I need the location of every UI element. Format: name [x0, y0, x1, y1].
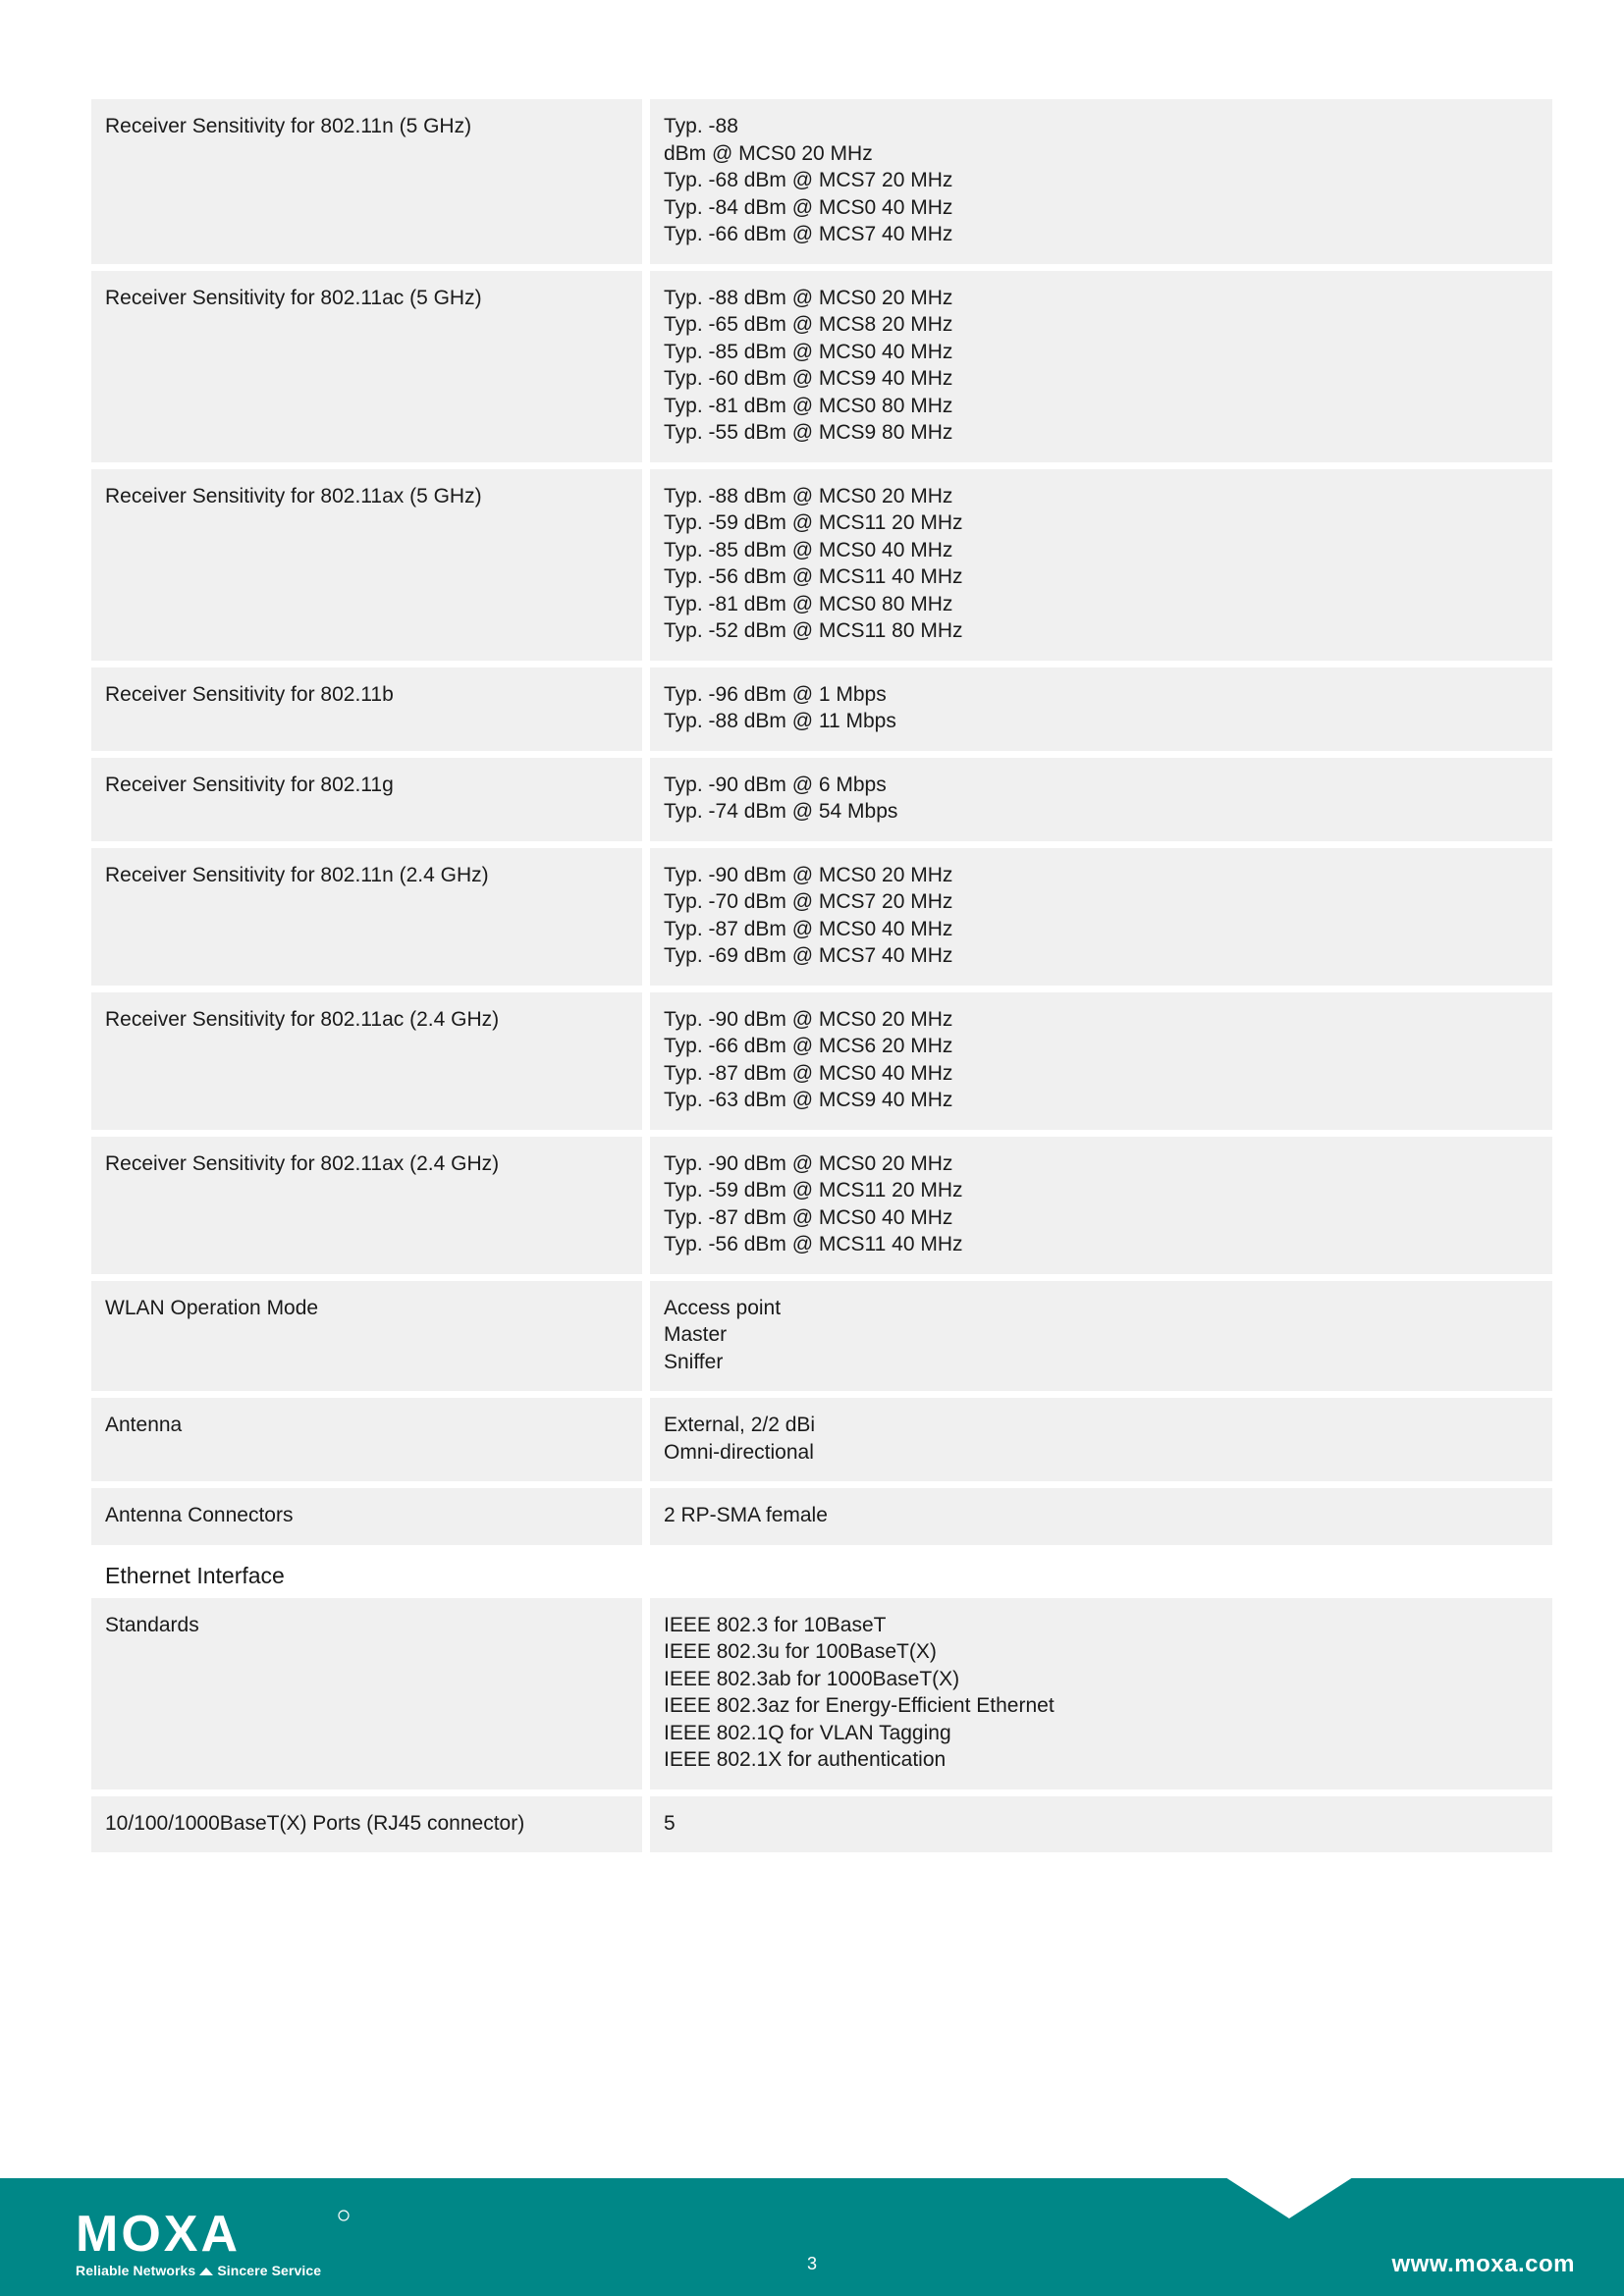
- page-number: 3: [806, 2254, 817, 2273]
- spec-value-line: Typ. -81 dBm @ MCS0 80 MHz: [664, 592, 953, 615]
- spec-value-line: Typ. -74 dBm @ 54 Mbps: [664, 800, 898, 823]
- spec-value-line: Typ. -68 dBm @ MCS7 20 MHz: [664, 169, 953, 191]
- spec-value-line: Typ. -70 dBm @ MCS7 20 MHz: [664, 890, 953, 913]
- spec-value-line: Typ. -87 dBm @ MCS0 40 MHz: [664, 917, 953, 940]
- spec-value-line: IEEE 802.3 for 10BaseT: [664, 1613, 887, 1636]
- spec-label: Receiver Sensitivity for 802.11ac (5 GHz): [91, 271, 642, 462]
- spec-value-line: Typ. -81 dBm @ MCS0 80 MHz: [664, 394, 953, 417]
- spec-value: [650, 758, 1552, 841]
- spec-value-line: Typ. -60 dBm @ MCS9 40 MHz: [664, 367, 953, 390]
- ethernet-spec-rows: [91, 1598, 1552, 1853]
- wireless-spec-rows: [91, 99, 1552, 1545]
- spec-label: Receiver Sensitivity for 802.11ax (2.4 GHz): [91, 1137, 642, 1274]
- spec-label: Standards: [91, 1598, 642, 1789]
- spec-value: [650, 1398, 1552, 1481]
- spec-value-line: Access point: [664, 1296, 782, 1319]
- spec-label: Antenna: [91, 1398, 642, 1481]
- spec-value-line: Typ. -66 dBm @ MCS6 20 MHz: [664, 1035, 953, 1057]
- spec-value-line: Typ. -69 dBm @ MCS7 40 MHz: [664, 944, 953, 967]
- spec-value-line: Typ. -90 dBm @ MCS0 20 MHz: [664, 1007, 953, 1031]
- spec-value-line: Typ. -66 dBm @ MCS7 40 MHz: [664, 223, 953, 245]
- moxa-logo: [76, 2208, 351, 2288]
- moxa-logo-wordmark: [76, 2208, 351, 2259]
- spec-value-line: Typ. -88: [664, 115, 738, 137]
- website-link[interactable]: www.moxa.com: [1391, 2251, 1575, 2277]
- tagline-right: Sincere Service: [217, 2263, 322, 2278]
- spec-value-line: Typ. -96 dBm @ 1 Mbps: [664, 682, 887, 706]
- spec-value-line: IEEE 802.3az for Energy-Efficient Ethernet: [664, 1694, 1055, 1717]
- spec-row: [91, 1398, 1552, 1481]
- spec-value-line: 5: [664, 1811, 676, 1835]
- spec-value-line: Typ. -90 dBm @ MCS0 20 MHz: [664, 863, 953, 886]
- spec-value-line: Typ. -90 dBm @ 6 Mbps: [664, 773, 887, 796]
- spec-value: [650, 99, 1552, 264]
- spec-value-line: Typ. -85 dBm @ MCS0 40 MHz: [664, 340, 953, 363]
- spec-value-line: Typ. -56 dBm @ MCS11 40 MHz: [664, 565, 963, 588]
- spec-value-line: Typ. -90 dBm @ MCS0 20 MHz: [664, 1151, 953, 1175]
- spec-row: [91, 1488, 1552, 1545]
- spec-value-line: Typ. -59 dBm @ MCS11 20 MHz: [664, 511, 963, 534]
- spec-label: Receiver Sensitivity for 802.11b: [91, 667, 642, 751]
- spec-value-line: Master: [664, 1323, 728, 1346]
- spec-value-line: Typ. -63 dBm @ MCS9 40 MHz: [664, 1089, 953, 1111]
- spec-value: [650, 1137, 1552, 1274]
- spec-value-line: Sniffer: [664, 1350, 724, 1373]
- spec-value-line: Typ. -59 dBm @ MCS11 20 MHz: [664, 1179, 963, 1201]
- spec-value-line: Typ. -88 dBm @ MCS0 20 MHz: [664, 286, 953, 309]
- spec-row: [91, 1796, 1552, 1853]
- spec-value: [650, 1796, 1552, 1853]
- page-footer: [0, 2178, 1624, 2296]
- spec-label: Receiver Sensitivity for 802.11n (2.4 GHz): [91, 848, 642, 986]
- spec-value: [650, 667, 1552, 751]
- spec-row: [91, 469, 1552, 661]
- spec-value-line: dBm @ MCS0 20 MHz: [664, 141, 873, 165]
- logo-text: MOXA: [76, 2208, 241, 2259]
- footer-notch-decoration: [1225, 2177, 1353, 2220]
- spec-value-line: Omni-directional: [664, 1440, 814, 1464]
- spec-label: Antenna Connectors: [91, 1488, 642, 1545]
- spec-value-line: Typ. -65 dBm @ MCS8 20 MHz: [664, 313, 953, 336]
- spec-table: [91, 99, 1552, 1859]
- spec-row: [91, 1281, 1552, 1392]
- spec-value: [650, 992, 1552, 1130]
- spec-label: Receiver Sensitivity for 802.11g: [91, 758, 642, 841]
- spec-value-line: Typ. -52 dBm @ MCS11 80 MHz: [664, 619, 963, 642]
- spec-label: WLAN Operation Mode: [91, 1281, 642, 1392]
- spec-row: [91, 271, 1552, 462]
- spec-value-line: Typ. -87 dBm @ MCS0 40 MHz: [664, 1061, 953, 1085]
- spec-row: [91, 667, 1552, 751]
- spec-label: 10/100/1000BaseT(X) Ports (RJ45 connector): [91, 1796, 642, 1853]
- spec-row: [91, 758, 1552, 841]
- spec-row: [91, 992, 1552, 1130]
- spec-value-line: Typ. -56 dBm @ MCS11 40 MHz: [664, 1233, 963, 1255]
- spec-value-line: IEEE 802.1X for authentication: [664, 1748, 947, 1771]
- spec-value-line: Typ. -84 dBm @ MCS0 40 MHz: [664, 195, 953, 219]
- spec-value-line: 2 RP-SMA female: [664, 1504, 828, 1526]
- spec-value-line: Typ. -55 dBm @ MCS9 80 MHz: [664, 421, 953, 444]
- spec-value: [650, 271, 1552, 462]
- spec-value: [650, 1598, 1552, 1789]
- spec-value-line: External, 2/2 dBi: [664, 1414, 816, 1436]
- spec-value-line: Typ. -88 dBm @ MCS0 20 MHz: [664, 484, 953, 507]
- section-heading-ethernet: Ethernet Interface: [105, 1562, 285, 1588]
- spec-value: [650, 1281, 1552, 1392]
- spec-value-line: IEEE 802.3ab for 1000BaseT(X): [664, 1667, 960, 1690]
- spec-row: [91, 1137, 1552, 1274]
- spec-value-line: Typ. -87 dBm @ MCS0 40 MHz: [664, 1205, 953, 1229]
- spec-row: [91, 99, 1552, 264]
- spec-value-line: IEEE 802.1Q for VLAN Tagging: [664, 1721, 951, 1744]
- spec-value: [650, 1488, 1552, 1545]
- spec-value-line: Typ. -85 dBm @ MCS0 40 MHz: [664, 538, 953, 561]
- spec-label: Receiver Sensitivity for 802.11ac (2.4 GHz): [91, 992, 642, 1130]
- spec-value-line: Typ. -88 dBm @ 11 Mbps: [664, 710, 896, 732]
- spec-value: [650, 469, 1552, 661]
- spec-value-line: IEEE 802.3u for 100BaseT(X): [664, 1640, 937, 1663]
- tagline-left: Reliable Networks: [76, 2263, 196, 2278]
- spec-label: Receiver Sensitivity for 802.11ax (5 GHz): [91, 469, 642, 661]
- spec-row: [91, 1598, 1552, 1789]
- spec-value: [650, 848, 1552, 986]
- spec-row: [91, 848, 1552, 986]
- spec-label: Receiver Sensitivity for 802.11n (5 GHz): [91, 99, 642, 264]
